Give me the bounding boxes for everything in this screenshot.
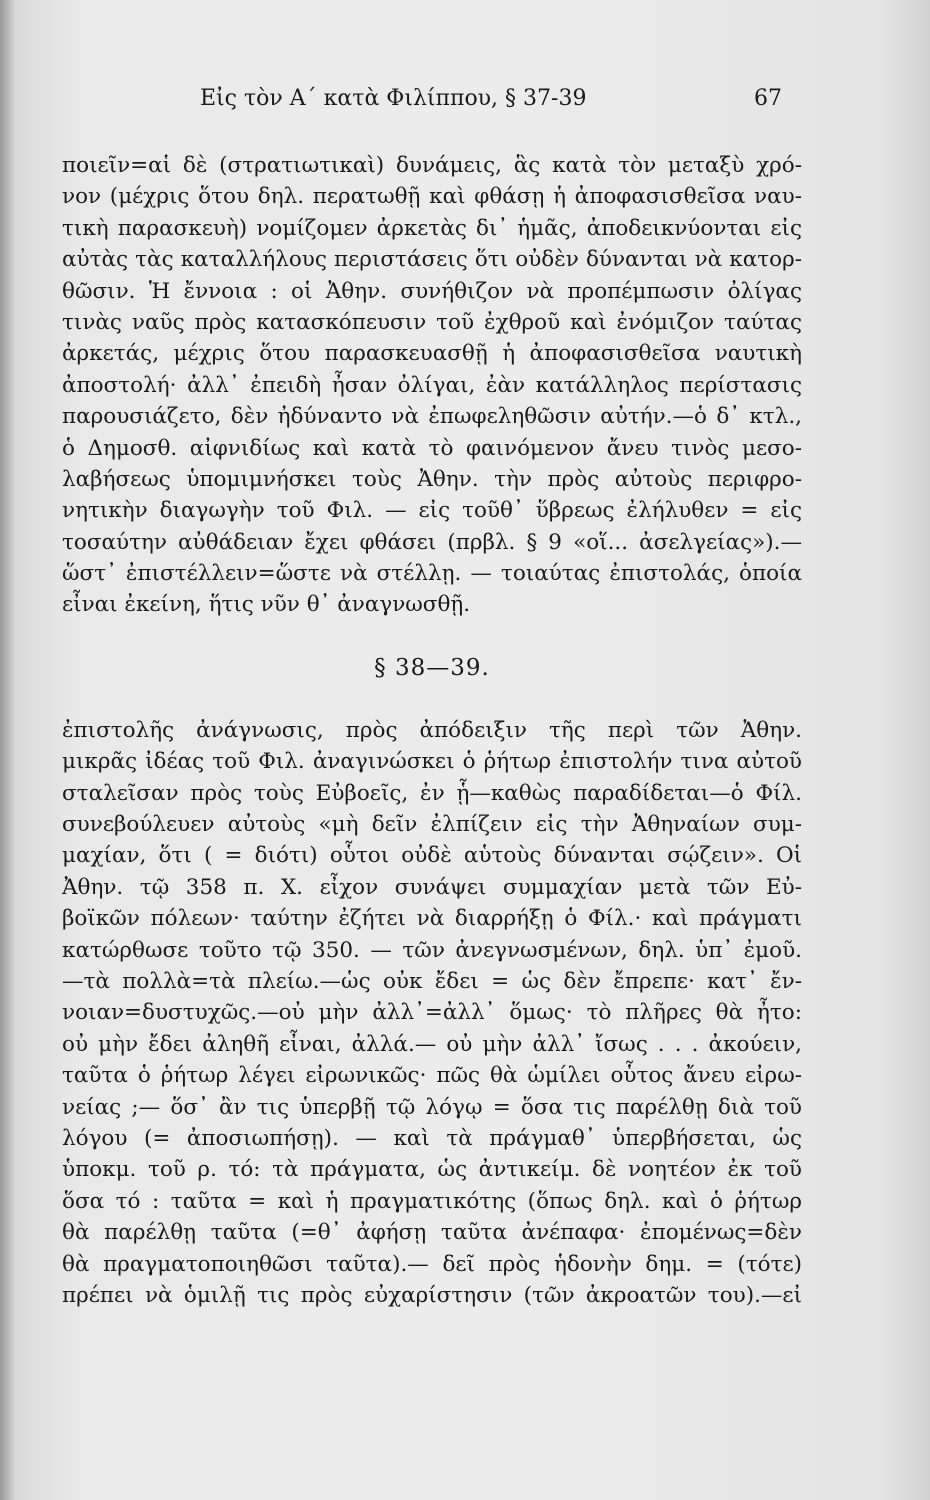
text-line: τοσαύτην αὐθάδειαν ἔχει φθάσει (πρβλ. § 9 «οἵ... ἀσελγείας»).— [62, 529, 802, 555]
text-line: εἶναι ἐκείνη, ἥτις νῦν θ᾽ ἀναγνωσθῇ. [62, 592, 471, 618]
text-line: τικὴ παρασκευὴ) νομίζομεν ἀρκετὰς δι᾽ ἡμᾶς, ἀποδεικνύονται εἰς [62, 215, 802, 241]
text-line: ἐπιστολῆς ἀνάγνωσις, πρὸς ἀπόδειξιν τῆς περὶ τῶν Ἀθην. [62, 717, 802, 743]
text-line: κατώρθωσε τοῦτο τῷ 350. — τῶν ἀνεγνωσμένων, δηλ. ὑπ᾽ ἐμοῦ. [62, 937, 802, 963]
text-line: τινὰς ναῦς πρὸς κατασκόπευσιν τοῦ ἐχθροῦ καὶ ἐνόμιζον ταύτας [62, 309, 802, 335]
text-line: Ἀθην. τῷ 358 π. Χ. εἶχον συνάψει συμμαχίαν μετὰ τῶν Εὐ- [62, 874, 802, 900]
text-line: μικρᾶς ἰδέας τοῦ Φιλ. ἀναγινώσκει ὁ ῥήτωρ ἐπιστολήν τινα αὐτοῦ [62, 749, 802, 775]
page-header [200, 86, 800, 116]
text-line: λόγου (= ἀποσιωπήσῃ). — καὶ τὰ πράγμαθ᾽ ὑπερβήσεται, ὡς [62, 1125, 802, 1151]
text-line: νοιαν=δυστυχῶς.—οὐ μὴν ἀλλ᾽=ἀλλ᾽ ὅμως· τὸ πλῆρες θὰ ἦτο: [62, 1000, 802, 1026]
text-line: σταλεῖσαν πρὸς τοὺς Εὐβοεῖς, ἐν ᾗ—καθὼς παραδίδεται—ὁ Φίλ. [62, 780, 802, 806]
commentary-paragraph-2 [62, 715, 802, 1311]
text-line: ὥστ᾽ ἐπιστέλλειν=ὥστε νὰ στέλλῃ. — τοιαύτας ἐπιστολάς, ὁποία [62, 561, 802, 587]
text-line: ὅσα τό : ταῦτα = καὶ ἡ πραγματικότης (ὅπως δηλ. καὶ ὁ ῥήτωρ [62, 1188, 802, 1214]
text-line: συνεβούλευεν αὐτοὺς «μὴ δεῖν ἐλπίζειν εἰς τὴν Ἀθηναίων συμ- [62, 812, 802, 838]
page-binding-shadow [0, 0, 14, 1500]
text-line: παρουσιάζετο, δὲν ἠδύναντο νὰ ἐπωφεληθῶσιν αὐτήν.—ὁ δ᾽ κτλ., [62, 404, 802, 430]
text-line: νείας ;— ὅσ᾽ ἂν τις ὑπερβῇ τῷ λόγῳ = ὅσα τις παρέλθῃ διὰ τοῦ [62, 1094, 802, 1120]
body-text [62, 150, 802, 1311]
text-line: —τὰ πολλὰ=τὰ πλείω.—ὡς οὐκ ἔδει = ὡς δὲν ἔπρεπε· κατ᾽ ἔν- [62, 968, 802, 994]
text-line: ὁ Δημοσθ. αἰφνιδίως καὶ κατὰ τὸ φαινόμενον ἄνευ τινὸς μεσο- [62, 435, 802, 461]
text-line: θῶσιν. Ἡ ἔννοια : οἱ Ἀθην. συνήθιζον νὰ προπέμπωσιν ὀλίγας [62, 278, 802, 304]
text-line: νον (μέχρις ὅτου δηλ. περατωθῇ καὶ φθάσῃ ἡ ἀποφασισθεῖσα ναυ- [62, 184, 802, 210]
text-line: οὐ μὴν ἔδει ἀληθῆ εἶναι, ἀλλά.— οὐ μὴν ἀλλ᾽ ἴσως . . . ἀκούειν, [62, 1031, 802, 1057]
text-line: μαχίαν, ὅτι ( = διότι) οὗτοι οὐδὲ αὑτοὺς δύνανται σῴζειν». Οἱ [62, 843, 802, 869]
text-line: πρέπει νὰ ὁμιλῇ τις πρὸς εὐχαρίστησιν (τῶν ἀκροατῶν του).—εἰ [62, 1282, 802, 1308]
text-line: ὑποκμ. τοῦ ρ. τό: τὰ πράγματα, ὡς ἀντικείμ. δὲ νοητέον ἐκ τοῦ [62, 1157, 802, 1183]
text-line: θὰ παρέλθῃ ταῦτα (=θ᾽ ἀφήσῃ ταῦτα ἀνέπαφα· ἐπομένως=δὲν [62, 1220, 802, 1246]
text-line: ἀρκετάς, μέχρις ὅτου παρασκευασθῇ ἡ ἀποφασισθεῖσα ναυτικὴ [62, 341, 802, 367]
section-heading: § 38—39. [374, 654, 490, 681]
page-number: 67 [754, 86, 782, 111]
running-head: Εἰς τὸν Α΄ κατὰ Φιλίππου, § 37-39 [200, 86, 587, 111]
text-line: ἀποστολή· ἀλλ᾽ ἐπειδὴ ἦσαν ὀλίγαι, ἐὰν κατάλληλος περίστασις [62, 372, 802, 398]
text-line: νητικὴν διαγωγὴν τοῦ Φιλ. — εἰς τοῦθ᾽ ὕβρεως ἐλήλυθεν = εἰς [62, 498, 802, 524]
commentary-paragraph-1 [62, 150, 802, 621]
text-line: λαβήσεως ὑπομιμνήσκει τοὺς Ἀθην. τὴν πρὸς αὐτοὺς περιφρο- [62, 466, 802, 492]
text-line: ταῦτα ὁ ῥήτωρ λέγει εἰρωνικῶς· πῶς θὰ ὡμίλει οὗτος ἄνευ εἰρω- [62, 1063, 802, 1089]
text-line: βοϊκῶν πόλεων· ταύτην ἐζήτει νὰ διαρρήξῃ ὁ Φίλ.· καὶ πράγματι [62, 906, 802, 932]
text-line: αὐτὰς τὰς καταλλήλους περιστάσεις ὅτι οὐδὲν δύνανται νὰ κατορ- [62, 247, 802, 273]
text-line: ποιεῖν=αἱ δὲ (στρατιωτικαὶ) δυνάμεις, ἃς κατὰ τὸν μεταξὺ χρό- [62, 153, 802, 178]
text-line: θὰ πραγματοποιηθῶσι ταῦτα).— δεῖ πρὸς ἡδονὴν δημ. = (τότε) [62, 1251, 802, 1277]
